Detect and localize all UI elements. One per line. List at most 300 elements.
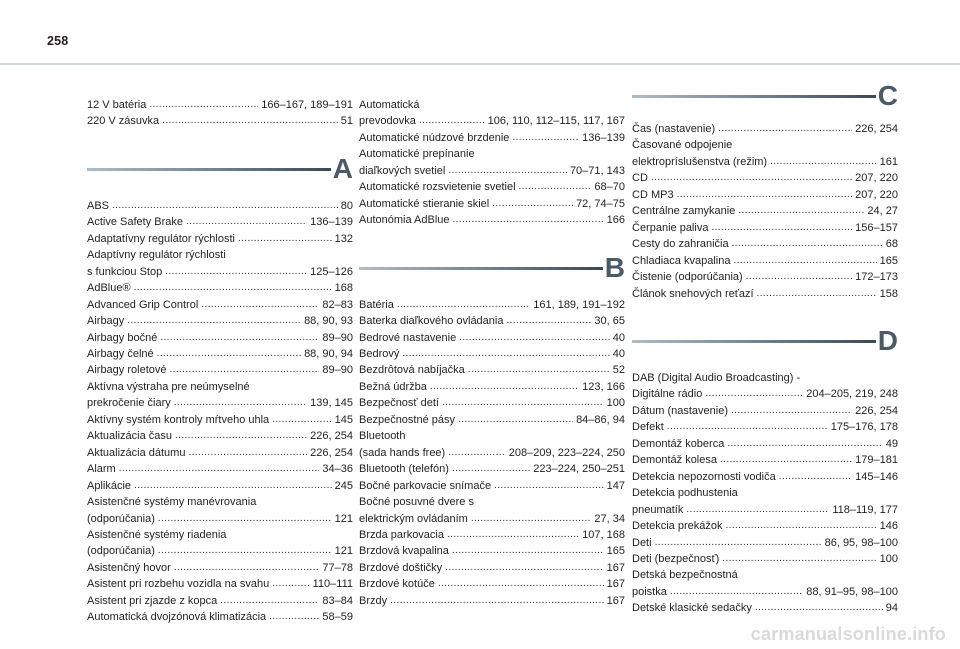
page-reference: 88, 91–95, 98–100 (806, 585, 898, 598)
index-term: Brzdová kvapalina (359, 545, 449, 558)
page-reference: 207, 220 (855, 188, 898, 201)
dot-leader (157, 346, 301, 362)
index-term: Demontáž kolesa (632, 454, 717, 467)
dot-leader (733, 253, 876, 269)
index-column-3 (632, 80, 898, 617)
page-reference: 165 (606, 545, 625, 558)
index-entry-line: Automatická (359, 99, 420, 111)
dot-leader (732, 236, 883, 252)
index-entry (359, 330, 625, 346)
dot-leader (655, 535, 822, 551)
index-entry (359, 297, 625, 313)
dot-leader (390, 593, 604, 609)
letter-heading-d (632, 324, 898, 358)
dot-leader (160, 330, 319, 346)
index-entry (632, 469, 898, 485)
index-group-numeric (87, 97, 353, 130)
index-term: Bluetooth (telefón) (359, 463, 449, 476)
index-entry (359, 478, 625, 494)
dot-leader (174, 395, 307, 411)
page-reference: 226, 254 (855, 123, 898, 135)
index-group-a-continued (359, 97, 625, 229)
index-entry (359, 412, 625, 428)
index-entry (87, 560, 353, 576)
page-reference: 68–70 (594, 181, 625, 194)
dot-leader (459, 330, 610, 346)
dot-leader (165, 264, 307, 280)
letter-bar (632, 340, 876, 343)
index-entry (87, 264, 353, 280)
index-term: Active Safety Brake (87, 216, 183, 229)
index-entry (359, 212, 625, 228)
dot-leader (686, 502, 829, 518)
dot-leader (452, 461, 530, 477)
dot-leader (438, 576, 604, 592)
index-group-a (87, 198, 353, 626)
index-term: Čerpanie paliva (632, 221, 709, 234)
index-entry (87, 543, 353, 559)
index-entry (359, 179, 625, 195)
letter-a: A (332, 152, 353, 184)
page-reference: 52 (612, 364, 625, 377)
page-reference: 49 (885, 437, 898, 450)
dot-leader (453, 212, 604, 228)
index-term: (sada hands free) (359, 446, 446, 459)
dot-leader (201, 297, 319, 313)
index-term: Detekcia nepozornosti vodiča (632, 470, 776, 483)
page-reference: 40 (612, 331, 625, 344)
index-term: Chladiaca kvapalina (632, 254, 731, 267)
page-reference: 204–205, 219, 248 (806, 388, 898, 401)
index-entry (87, 445, 353, 461)
index-term: Demontáž koberca (632, 437, 725, 450)
dot-leader (726, 518, 877, 534)
letter-c: C (877, 80, 898, 111)
index-entry-line: Časované odpojenie (632, 139, 733, 152)
index-term: Defekt (632, 421, 664, 434)
dot-leader (112, 198, 338, 214)
index-entry (359, 445, 625, 461)
page-reference: 80 (340, 199, 353, 212)
page-reference: 179–181 (855, 454, 898, 467)
dot-leader (727, 436, 882, 452)
index-entry (359, 527, 625, 543)
dot-leader (158, 543, 332, 559)
dot-leader (119, 461, 320, 477)
index-entry (632, 403, 898, 419)
dot-leader (272, 576, 309, 592)
index-term: Čas (nastavenie) (632, 123, 716, 135)
index-entry (87, 214, 353, 230)
index-term: Bezdrôtová nabíjačka (359, 364, 465, 377)
page-reference: 82–83 (322, 298, 353, 311)
page-reference: 146 (879, 520, 898, 533)
page-reference: 121 (334, 545, 353, 558)
dot-leader (711, 220, 852, 236)
page-reference: 147 (606, 479, 625, 492)
page-number: 258 (47, 34, 69, 48)
index-entry (87, 461, 353, 477)
dot-leader (705, 386, 803, 402)
page-reference: 167 (606, 578, 625, 591)
index-term: Detské klasické sedačky (632, 602, 752, 615)
dot-leader (492, 196, 573, 212)
page-reference: 84–86, 94 (576, 413, 625, 426)
index-term: Brzdové kotúče (359, 578, 435, 591)
index-entry (359, 395, 625, 411)
index-term: Bedrové nastavenie (359, 331, 457, 344)
letter-heading-a (87, 152, 353, 186)
page-reference: 167 (606, 594, 625, 607)
dot-leader (519, 179, 592, 195)
dot-leader (272, 412, 331, 428)
index-entry (359, 362, 625, 378)
index-entry (632, 187, 898, 203)
index-term: pneumatík (632, 503, 684, 516)
page-reference: 86, 95, 98–100 (824, 536, 898, 549)
dot-leader (174, 560, 320, 576)
index-entry (87, 412, 353, 428)
page-reference: 100 (879, 552, 898, 565)
page-reference: 121 (334, 512, 353, 525)
page-reference: 165 (879, 254, 898, 267)
dot-leader (186, 214, 307, 230)
page-reference: 161 (879, 155, 898, 168)
index-entry (87, 330, 353, 346)
page-reference: 145–146 (855, 470, 898, 483)
letter-b: B (604, 251, 625, 283)
index-entry-line: Aktívna výstraha pre neúmyselné (87, 380, 250, 393)
index-term: diaľkových svetiel (359, 164, 446, 177)
page-reference: 88, 90, 93 (304, 315, 353, 328)
page-reference: 136–139 (582, 131, 625, 144)
index-term: Článok snehových reťazí (632, 287, 754, 300)
dot-leader (448, 163, 567, 179)
index-term: Cesty do zahraničia (632, 238, 729, 251)
page-reference: 223–224, 250–251 (533, 463, 625, 476)
dot-leader (746, 269, 853, 285)
index-term: Automatické núdzové brzdenie (359, 131, 510, 144)
page-reference: 208–209, 223–224, 250 (508, 446, 625, 459)
page-reference: 89–90 (322, 364, 353, 377)
page-reference: 168 (334, 282, 353, 295)
page-reference: 158 (879, 287, 898, 300)
page-reference: 123, 166 (582, 380, 625, 393)
index-term: s funkciou Stop (87, 265, 163, 278)
dot-leader (149, 97, 258, 113)
index-entry (87, 297, 353, 313)
dot-leader (494, 478, 604, 494)
page-reference: 106, 110, 112–115, 117, 167 (487, 115, 625, 128)
index-entry (632, 502, 898, 518)
index-entry (632, 269, 898, 285)
page-reference: 27, 34 (594, 512, 625, 525)
page-reference: 34–36 (322, 463, 353, 476)
index-entry-line: Detská bezpečnostná (632, 569, 738, 582)
page-reference: 125–126 (310, 265, 353, 278)
index-entry (632, 419, 898, 435)
index-entry (87, 428, 353, 444)
index-column-1 (87, 97, 353, 626)
index-term: Asistent pri zjazde z kopca (87, 594, 218, 607)
page-reference: 132 (334, 232, 353, 245)
index-term: 12 V batéria (87, 99, 147, 111)
index-entry-line: Adaptívny regulátor rýchlosti (87, 249, 226, 262)
page-reference: 40 (612, 347, 625, 360)
index-term: Brzdy (359, 594, 388, 607)
dot-leader (238, 231, 332, 247)
page-reference: 51 (340, 115, 353, 128)
page-reference: 145 (334, 413, 353, 426)
index-entry-line: Automatické prepínanie (359, 148, 475, 161)
page-reference: 88, 90, 94 (304, 347, 353, 360)
index-entry (359, 196, 625, 212)
dot-leader (134, 478, 332, 494)
index-term: Batéria (359, 298, 394, 311)
index-entry (359, 113, 625, 129)
index-term: (odporúčania) (87, 512, 155, 525)
index-group-c (632, 121, 898, 302)
index-term: CD MP3 (632, 188, 674, 201)
page-reference: 24, 27 (867, 205, 898, 218)
page-reference: 58–59 (322, 611, 353, 624)
index-term: Bedrový (359, 347, 400, 360)
index-term: Digitálne rádio (632, 388, 703, 401)
index-term: Automatická dvojzónová klimatizácia (87, 611, 267, 624)
dot-leader (651, 170, 852, 186)
dot-leader (170, 362, 320, 378)
letter-bar (359, 267, 603, 270)
page-reference: 156–157 (855, 221, 898, 234)
index-entry (632, 436, 898, 452)
dot-leader (667, 419, 828, 435)
index-entry (632, 452, 898, 468)
index-entry (87, 593, 353, 609)
index-entry (87, 231, 353, 247)
index-entry-line: Detekcia podhustenia (632, 487, 738, 500)
header-rule (0, 63, 960, 65)
index-entry (87, 609, 353, 625)
index-entry-line: DAB (Digital Audio Broadcasting) - (632, 371, 801, 384)
index-entry (632, 584, 898, 600)
page-reference: 226, 254 (310, 446, 353, 459)
dot-leader (452, 543, 604, 559)
index-term: Airbagy roletové (87, 364, 167, 377)
dot-leader (468, 362, 610, 378)
page-reference: 70–71, 143 (569, 164, 625, 177)
dot-leader (506, 313, 591, 329)
index-entry (359, 593, 625, 609)
dot-leader (162, 113, 338, 129)
letter-bar (87, 168, 331, 171)
page-reference: 72, 74–75 (576, 197, 625, 210)
index-entry (87, 280, 353, 296)
index-entry (359, 346, 625, 362)
index-entry (359, 379, 625, 395)
index-entry (87, 313, 353, 329)
dot-leader (458, 412, 573, 428)
index-entry (87, 362, 353, 378)
page-reference: 226, 254 (855, 404, 898, 417)
index-term: (odporúčania) (87, 545, 155, 558)
index-entry (87, 113, 353, 129)
index-term: Adaptatívny regulátor rýchlosti (87, 232, 235, 245)
index-term: Deti (bezpečnosť) (632, 552, 720, 565)
index-term: Bezpečnostné pásy (359, 413, 456, 426)
dot-leader (158, 511, 332, 527)
dot-leader (738, 203, 864, 219)
page-reference: 83–84 (322, 594, 353, 607)
index-entry (632, 535, 898, 551)
dot-leader (127, 313, 301, 329)
index-term: ABS (87, 199, 110, 212)
index-entry (359, 576, 625, 592)
index-entry (359, 511, 625, 527)
dot-leader (220, 593, 319, 609)
dot-leader (188, 445, 307, 461)
index-entry (632, 236, 898, 252)
dot-leader (670, 584, 803, 600)
dot-leader (397, 297, 530, 313)
index-entry-line: Bočné posuvné dvere s (359, 496, 474, 509)
page-reference: 226, 254 (310, 430, 353, 443)
index-entry (87, 346, 353, 362)
index-entry (632, 518, 898, 534)
index-term: Alarm (87, 463, 116, 476)
index-term: Aktualizácia dátumu (87, 446, 186, 459)
index-term: Aplikácie (87, 479, 132, 492)
index-term: Centrálne zamykanie (632, 205, 736, 218)
index-term: prevodovka (359, 115, 416, 128)
dot-leader (134, 280, 332, 296)
index-term: Deti (632, 536, 652, 549)
index-term: Automatické rozsvietenie svetiel (359, 181, 516, 194)
dot-leader (770, 154, 877, 170)
page-reference: 139, 145 (310, 397, 353, 410)
index-term: Airbagy bočné (87, 331, 158, 344)
index-entry (632, 154, 898, 170)
index-entry (359, 560, 625, 576)
page-reference: 118–119, 177 (832, 503, 898, 516)
index-group-b (359, 297, 625, 610)
dot-leader (471, 511, 592, 527)
index-entry (359, 461, 625, 477)
index-term: Automatické stieranie skiel (359, 197, 490, 210)
page-reference: 136–139 (310, 216, 353, 229)
page-reference: 110–111 (312, 578, 353, 591)
index-term: Airbagy (87, 315, 125, 328)
index-term: Airbagy čelné (87, 347, 154, 360)
index-entry (359, 163, 625, 179)
index-term: Detekcia prekážok (632, 520, 723, 533)
letter-heading-c (632, 79, 898, 113)
index-term: CD (632, 172, 648, 185)
index-term: Bezpečnosť detí (359, 397, 439, 410)
index-entry-line: Asistenčné systémy manévrovania (87, 496, 257, 509)
dot-leader (445, 560, 603, 576)
index-term: Baterka diaľkového ovládania (359, 315, 504, 328)
index-term: Aktualizácia času (87, 430, 172, 443)
page-reference: 68 (885, 238, 898, 251)
index-entry (359, 313, 625, 329)
index-entry (359, 543, 625, 559)
dot-leader (757, 286, 877, 302)
dot-leader (419, 113, 485, 129)
index-term: Brzdové doštičky (359, 561, 443, 574)
dot-leader (447, 527, 579, 543)
page-reference: 207, 220 (855, 172, 898, 185)
page-reference: 175–176, 178 (830, 421, 898, 434)
page-reference: 100 (606, 397, 625, 410)
index-group-d (632, 370, 898, 617)
index-entry (632, 551, 898, 567)
page-reference: 166 (606, 214, 625, 227)
index-term: Dátum (nastavenie) (632, 404, 728, 417)
index-term: Asistenčný hovor (87, 561, 171, 574)
index-entry (87, 395, 353, 411)
index-term: Čistenie (odporúčania) (632, 271, 743, 284)
index-entry (632, 253, 898, 269)
index-term: prekročenie čiary (87, 397, 171, 410)
index-term: Advanced Grip Control (87, 298, 199, 311)
index-term: Autonómia AdBlue (359, 214, 450, 227)
letter-d: D (877, 324, 898, 356)
index-column-2 (359, 97, 625, 609)
index-term: Asistent pri rozbehu vozidla na svahu (87, 578, 270, 591)
index-entry (87, 198, 353, 214)
index-entry (632, 170, 898, 186)
index-term: 220 V zásuvka (87, 115, 160, 128)
dot-leader (402, 346, 609, 362)
page-reference: 161, 189, 191–192 (533, 298, 625, 311)
page-reference: 245 (334, 479, 353, 492)
page-reference: 77–78 (322, 561, 353, 574)
index-term: poistka (632, 585, 667, 598)
dot-leader (731, 403, 852, 419)
page-reference: 172–173 (855, 271, 898, 284)
dot-leader (755, 600, 883, 616)
watermark: carmanualsonline.info (750, 624, 946, 644)
index-entry (632, 220, 898, 236)
index-term: AdBlue® (87, 282, 131, 295)
page-reference: 89–90 (322, 331, 353, 344)
dot-leader (779, 469, 852, 485)
dot-leader (722, 551, 876, 567)
index-term: elektrickým ovládaním (359, 512, 468, 525)
index-entry (632, 600, 898, 616)
index-entry (87, 576, 353, 592)
dot-leader (718, 121, 852, 137)
index-entry (87, 478, 353, 494)
letter-bar (632, 95, 876, 98)
dot-leader (512, 130, 579, 146)
page-reference: 107, 168 (582, 528, 625, 541)
index-entry (359, 130, 625, 146)
dot-leader (430, 379, 579, 395)
index-entry-line: Bluetooth (359, 430, 406, 443)
index-entry (632, 203, 898, 219)
dot-leader (269, 609, 319, 625)
index-entry (87, 511, 353, 527)
index-entry-line: Asistenčné systémy riadenia (87, 528, 227, 541)
index-entry (632, 386, 898, 402)
dot-leader (175, 428, 307, 444)
index-entry (632, 286, 898, 302)
index-term: Brzda parkovacia (359, 528, 444, 541)
dot-leader (448, 445, 506, 461)
dot-leader (442, 395, 604, 411)
index-term: Bežná údržba (359, 380, 427, 393)
